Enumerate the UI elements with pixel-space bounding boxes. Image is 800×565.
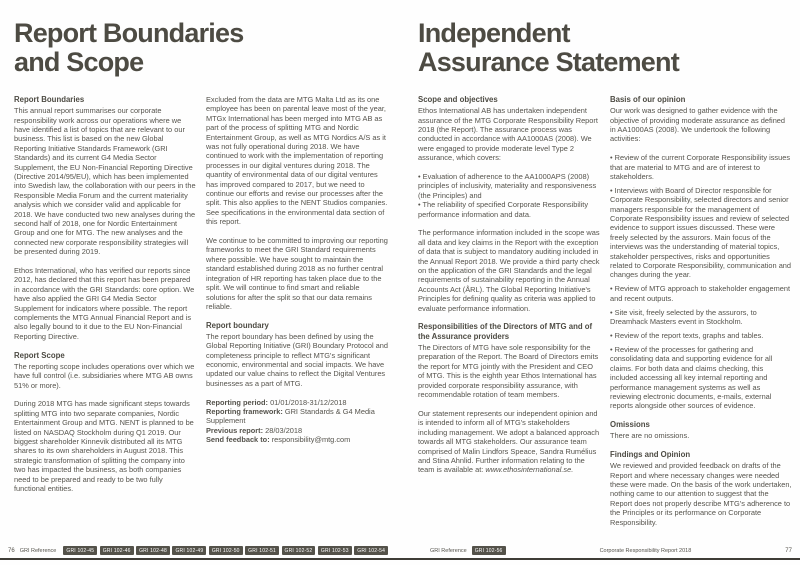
section-heading: Scope and objectives <box>418 95 498 104</box>
gri-tag-list <box>63 546 388 555</box>
bullet-item: • Review of MTG approach to stakeholder engagement and recent outputs. <box>610 284 791 303</box>
bullet-item: • Review of the report texts, graphs and tables. <box>610 331 764 341</box>
paragraph: The report boundary has been defined by using the Global Reporting Initiative (GRI) Boundary Protocol and completeness principle to reflect MTG's significant economic, environmental and social impacts. We have updated our value chains to reflect the Digital Ventures businesses as a part of MTG. <box>206 331 388 388</box>
section-heading: Basis of our opinion <box>610 95 686 104</box>
gri-tag: GRI 102-45 <box>63 546 97 555</box>
paragraph: During 2018 MTG has made significant steps towards splitting MTG into two separate companies, Nordic Entertainment Group and MTG. NENT is planned to be listed on NASDAQ Stockholm during Q1 2019. Our biggest shareholder Kinnevik distributed all its MTG shares to its own shareholders in August 2018. This strategic transformation of splitting the company into two has impacted the business, as both companies need to be prepared and ready to be two fully functional entities. <box>14 399 194 493</box>
paragraph: Our statement represents our independent opinion and is intended to inform all of MTG's stakeholders including management. We adopt a balanced approach towards all MTG stakeholders. Our assurance team comprised of Malin Lindfors Speace, Sandra Rumélius and Stina Ahnlid. Further information relating to the team is available at: www.ethosinternational.se. <box>418 408 600 475</box>
gri-tag: GRI 102-46 <box>100 546 134 555</box>
paragraph: Ethos International, who has verified our reports since 2012, has declared that this report has been prepared in accordance with the GRI Standards: core option. We have also applied the GRI G4 Media Sector Supplement for indicators where possible. The report complements the MTG Annual Financial Report and is also legally bound to it due to the EU Non-Financial Reporting Directive. <box>14 265 195 341</box>
labeled-line: Reporting period: 01/01/2018-31/12/2018 <box>206 397 347 407</box>
page-title-line2: and Scope <box>14 47 144 77</box>
paragraph: Excluded from the data are MTG Malta Ltd as its one employee has been on parental leave most of the year, MTGx International has been merged into MTG AB as part of the process of splitting MTG and Nordic Entertainment Group, as well as MTG Nordics A/S as it was not fully operational during 2018. We have continued to work with the implementation of reporting processes in our digital ventures during 2018. The quantity of environmental data of our digital ventures has improved compared to 2017, but we need to continue our efforts and revise our processes after the split. This also applies to the NENT Studios companies. See specifications in the environmental data section of this report. <box>206 95 388 227</box>
text-columns <box>418 95 792 536</box>
page-title <box>14 19 392 77</box>
gri-tag: GRI 102-56 <box>472 546 506 555</box>
bullet-item: • The reliability of specified Corporate Responsibility performance information and data. <box>418 200 589 219</box>
left-page-column-1 <box>14 95 196 503</box>
section-heading: Report Boundaries <box>14 95 85 104</box>
page-number: 77 <box>785 547 792 554</box>
labeled-line-label: Reporting period: <box>206 397 271 407</box>
paragraph: This annual report summarises our corporate responsibility work across our operations where we have identified a list of topics that are relevant to our business. This list is based on the new Global Reporting Initiative Standards Framework (GRI Standards) and its current G4 Media Sector Supplement, the EU Non-Financial Reporting Directive (Directive 2014/95/EU), which has been implemented into Swedish law, the collaboration with our peers in the Responsible Media Forum and the current materiality analysis which we consider valid and applicable for 2018. We have conducted two new analyses during the second half of 2018, one for Nordic Entertainment Group and one for MTG. The new analyses and the connected new corporate responsibility strategies will be presented during 2019. <box>14 106 196 257</box>
gri-tag: GRI 102-53 <box>318 546 352 555</box>
section-heading: Responsibilities of the Directors of MTG and of the Assurance providers <box>418 322 593 341</box>
gri-tag-list <box>472 546 506 555</box>
paragraph: We reviewed and provided feedback on drafts of the Report and where necessary changes were needed these were made. On the basis of the work undertaken, nothing came to our attention to suggest that the Report does not properly describe MTG's adherence to the Principles or its performance on Corporate Responsibility. <box>610 461 792 527</box>
labeled-line-label: Send feedback to: <box>206 435 272 445</box>
right-page-column-2 <box>610 95 792 536</box>
labeled-line-label: Reporting framework: <box>206 407 285 417</box>
section-heading: Report Scope <box>14 350 65 360</box>
paragraph: There are no omissions. <box>610 431 690 441</box>
page-title-line1: Independent <box>418 18 570 48</box>
paragraph: Ethos International AB has undertaken independent assurance of the MTG Corporate Responsibility Report 2018 (the Report). The assurance process was conducted in accordance with AA1000AS (2008). We were engaged to provide moderate level Type 2 assurance, which covers: <box>418 106 598 163</box>
section-heading: Findings and Opinion <box>610 450 691 460</box>
bullet-item: • Interviews with Board of Director responsible for Corporate Responsibility, selected directors and senior managers responsible for the management of Corporate Responsibility issues and review of selected evidence to support issues discussed. These were freely selected by the assurors. Main focus of the interviews was the understanding of material topics, stakeholder perspectives, risks and opportunities related to Corporate Responsibility, communication and changes during the year. <box>610 185 792 280</box>
left-page-column-2 <box>206 95 388 503</box>
paragraph: Our work was designed to gather evidence with the objective of providing moderate assurance as defined in AA1000AS (2008). We undertook the following activities: <box>610 106 786 144</box>
section-heading: Report boundary <box>206 320 269 330</box>
page-assurance-statement <box>400 0 800 565</box>
footer-report-title: Corporate Responsibility Report 2018 <box>599 547 692 554</box>
section-heading: Omissions <box>610 420 650 430</box>
gri-reference-group <box>430 546 506 555</box>
bottom-divider <box>0 558 800 561</box>
gri-tag: GRI 102-49 <box>172 546 206 555</box>
paragraph: The reporting scope includes operations over which we have full control (i.e. subsidiaries where MTG AB owns 51% or more). <box>14 361 195 390</box>
labeled-line: Send feedback to: responsibility@mtg.com <box>206 435 351 445</box>
paragraph: We continue to be committed to improving our reporting frameworks to meet the GRI Standard requirements where possible. We have sought to maintain the standard established during 2018 as no further central integration of HR reporting has taken place due to the split. We will continue to find smart and reliable solutions for after the split so that our data remains reliable. <box>206 236 388 311</box>
gri-reference-label: GRI Reference <box>19 547 57 554</box>
left-page-footer <box>0 546 400 555</box>
labeled-line: Previous report: 28/03/2018 <box>206 425 303 435</box>
page-title <box>418 19 792 77</box>
labeled-line-label: Previous report: <box>206 425 266 435</box>
page-number: 76 <box>8 547 15 554</box>
gri-tag: GRI 102-48 <box>136 546 170 555</box>
external-link-text: www.ethosinternational.se. <box>485 465 574 475</box>
bullet-item: • Site visit, freely selected by the assurors, to Dreamhack Masters event in Stockholm. <box>610 307 757 327</box>
bullet-item: • Evaluation of adherence to the AA1000APS (2008) principles of inclusivity, materiality and responsiveness (the Principles) and <box>418 171 597 200</box>
bullet-item: • Review of the processes for gathering and consolidating data and supporting evidence for all claims. For both data and claims checking, this included accessing all key internal reporting and performance management systems as well as reviewing electronic documents, e-mails, external reports alongside other sources of evidence. <box>610 344 773 411</box>
paragraph: The Directors of MTG have sole responsibility for the preparation of the Report. The Board of Directors emits the report for MTG jointly with the President and CEO of MTG. This is the eighth year Ethos International has provided corporate responsibility assurance, with recommendable rotation of team members. <box>418 343 599 400</box>
gri-tag: GRI 102-51 <box>245 546 279 555</box>
page-title-line2: Assurance Statement <box>418 47 679 77</box>
gri-tag: GRI 102-52 <box>282 546 316 555</box>
right-page-column-1 <box>418 95 600 536</box>
paragraph: The performance information included in the scope was all data and key claims in the Report with the exception of data that is subject to mandatory auditing included in the Annual Report 2018. We provide a third party check on the application of the GRI Standards and the legal requirements of sustainability reporting in the Annual Accounts Act (ÅRL). The Global Reporting Initiative's Principles for defining quality as criteria was applied to evaluate performance information. <box>418 228 600 313</box>
labeled-line: Reporting framework: GRI Standards & G4 Media Supplement <box>206 407 375 426</box>
gri-tag: GRI 102-54 <box>354 546 388 555</box>
right-page-footer <box>400 546 800 555</box>
text-columns <box>14 95 392 503</box>
gri-tag: GRI 102-50 <box>209 546 243 555</box>
bullet-item: • Review of the current Corporate Responsibility issues that are material to MTG and are of interest to stakeholders. <box>610 153 791 181</box>
gri-reference-label: GRI Reference <box>430 547 467 554</box>
page-title-line1: Report Boundaries <box>14 18 244 48</box>
